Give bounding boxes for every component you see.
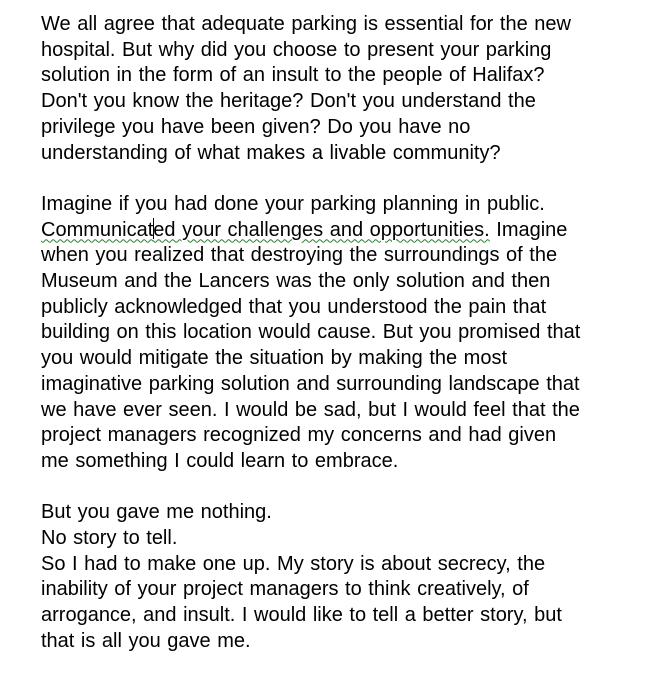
text-line: we have ever seen. I would be sad, but I would feel that the [41, 398, 580, 421]
text-line: So I had to make one up. My story is about secrecy, the [41, 552, 546, 575]
text-line: that is all you gave me. [41, 629, 251, 652]
paragraph-spacer [41, 166, 641, 192]
text-line: arrogance, and insult. I would like to tell a better story, but [41, 604, 562, 627]
paragraph-parking-insult [41, 12, 641, 166]
text-line: solution in the form of an insult to the people of Halifax? [41, 64, 545, 87]
text-line-with-grammar-mark [41, 218, 641, 244]
text-line: privilege you have been given? Do you have no [41, 115, 471, 138]
text-line: Museum and the Lancers was the only solution and then [41, 270, 551, 293]
text-line: project managers recognized my concerns and had given [41, 424, 557, 447]
paragraph-imagine [41, 192, 641, 475]
text-line-rest: Imagine [489, 218, 568, 241]
paragraph-nothing [41, 500, 641, 654]
text-line: understanding of what makes a livable community? [41, 141, 501, 164]
text-line: We all agree that adequate parking is essential for the new [41, 13, 571, 35]
grammar-flagged-phrase-part: Communicat [41, 218, 154, 241]
grammar-flagged-phrase[interactable] [41, 219, 490, 241]
text-line: publicly acknowledged that you understood the pain that [41, 295, 547, 318]
text-line: No story to tell. [41, 527, 178, 550]
grammar-flagged-phrase-part: ed your challenges and opportunities. [153, 218, 490, 241]
text-line: you would mitigate the situation by making the most [41, 347, 508, 370]
text-line: when you realized that destroying the surroundings of the [41, 244, 558, 267]
text-line: building on this location would cause. But you promised that [41, 321, 581, 344]
text-line: hospital. But why did you choose to present your parking [41, 38, 552, 61]
text-line: Imagine if you had done your parking planning in public. [41, 192, 545, 215]
text-line: inability of your project managers to think creatively, of [41, 578, 529, 601]
text-line: imaginative parking solution and surrounding landscape that [41, 372, 580, 395]
paragraph-spacer [41, 475, 641, 501]
text-line: But you gave me nothing. [41, 501, 272, 524]
text-line: me something I could learn to embrace. [41, 449, 399, 472]
text-line: Don't you know the heritage? Don't you understand the [41, 90, 536, 113]
document-body[interactable] [41, 12, 641, 655]
